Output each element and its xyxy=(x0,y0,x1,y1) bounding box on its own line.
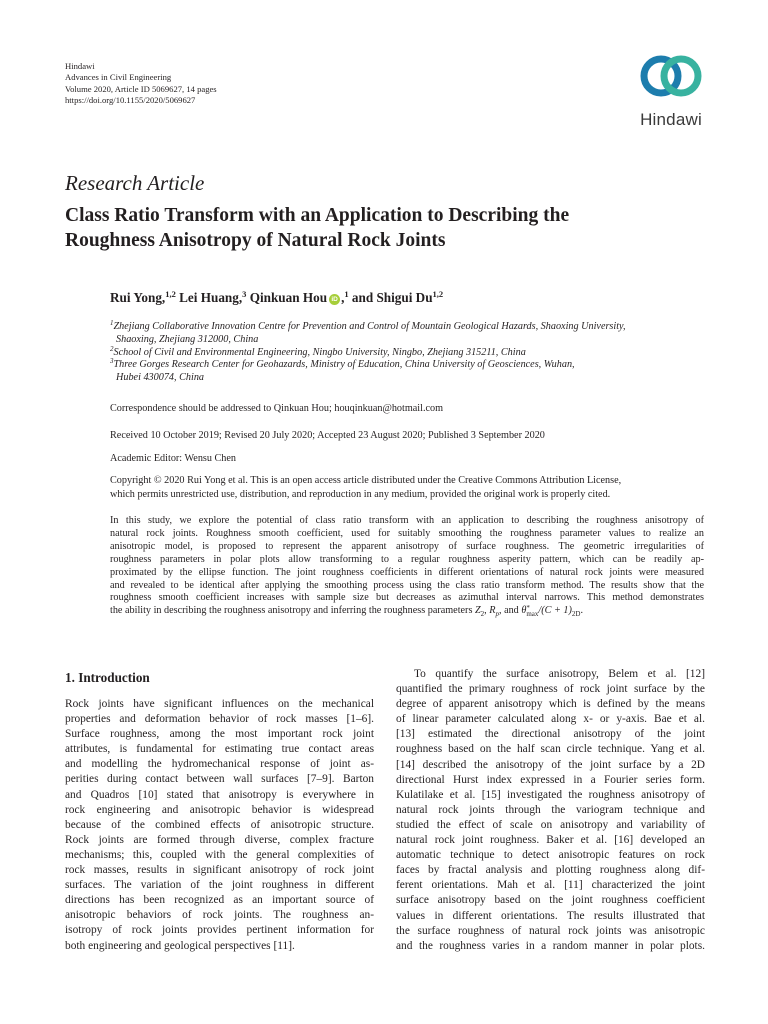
body-line: Surface roughness, among the most important rock joint xyxy=(65,728,374,741)
body-line: directional Hurst index expressed in a Fourier series form. xyxy=(396,773,705,786)
hindawi-rings-icon xyxy=(639,50,703,102)
title-line: Roughness Anisotropy of Natural Rock Joints xyxy=(65,230,446,251)
publisher-name: Hindawi xyxy=(65,61,95,71)
orcid-icon[interactable]: iD xyxy=(329,294,340,305)
body-line: because of the combined effects of anisotropic structure. xyxy=(65,818,374,831)
copyright-line: Copyright © 2020 Rui Yong et al. This is an open access article distributed under the Creative Commons Attribution License, xyxy=(110,475,622,486)
affiliation-line xyxy=(110,359,710,372)
affiliation-text: Zhejiang Collaborative Innovation Centre for Prevention and Control of Mountain Geological Hazards, Shaoxing University, xyxy=(113,321,626,332)
abstract-line: natural rock joints. Roughness smooth coefficient, used for suitably smoothing the roughness parameter values to realize an xyxy=(110,527,704,539)
affiliation-sup: 2 xyxy=(110,344,114,353)
math-supsub xyxy=(526,605,538,617)
author-name[interactable]: Rui Yong, xyxy=(110,290,166,305)
article-type: Research Article xyxy=(65,171,205,195)
affiliation-sup: 3 xyxy=(110,357,114,366)
author-list: Rui Yong,$^{1,2}$ Lei Huang,$^3$ Qinkuan Hou iD ,$^1$ and Shigui Du$^{1,2}$ xyxy=(110,289,444,305)
body-line: surfaces. The variation of the joint roughness in different xyxy=(65,879,374,892)
hindawi-logo xyxy=(633,50,709,132)
body-line: rock masses, results in significant anisotropy of rock joint xyxy=(65,864,374,877)
body-line: To quantify the surface anisotropy, Belem et al. [12] xyxy=(414,668,705,680)
abstract-line: In this study, we explore the potential of class ratio transform with an application to describing the roughness anisotropy of xyxy=(110,515,704,526)
author-name[interactable]: and Shigui Du xyxy=(351,290,433,305)
logo-text: Hindawi xyxy=(640,110,702,129)
volume-line: Volume 2020, Article ID 5069627, 14 pages xyxy=(65,83,217,94)
body-line: of linear parameter calculated along x- or y-axis. Bae et al. xyxy=(396,713,705,726)
math-tail: /(C + 1) xyxy=(538,605,572,617)
affiliation-line xyxy=(110,344,710,360)
math-sub: 2 xyxy=(480,610,485,619)
body-line: [14] described the anisotropy of the joint surface by a 2D xyxy=(396,758,705,771)
abstract-text: the ability in describing the roughness anisotropy and inferring the roughness parameters xyxy=(110,605,475,617)
affiliation-text: Three Gorges Research Center for Geohazards, Ministry of Education, China University of Geosciences, Wuhan, xyxy=(113,359,575,371)
body-line: mechanisms; this, coupled with the general complexities of xyxy=(65,848,374,861)
paper-title xyxy=(65,203,705,253)
body-line: directions has been recognized as an important source of xyxy=(65,894,374,907)
abstract-text: . xyxy=(580,605,583,617)
author-affil-sup: 1,2 xyxy=(165,289,176,299)
body-line: automatic technique to detect anisotropic features on rock xyxy=(396,849,705,862)
body-line: studied the effect of scale on anisotropy and variability of xyxy=(396,818,705,831)
body-line: the surface roughness of natural rock joints was anisotropic xyxy=(396,924,705,937)
correspondence: Correspondence should be addressed to Qinkuan Hou; houqinkuan@hotmail.com xyxy=(110,403,444,414)
publication-dates: Received 10 October 2019; Revised 20 July 2020; Accepted 23 August 2020; Published 3 September 2020 xyxy=(110,430,545,441)
copyright-line: which permits unrestricted use, distribution, and reproduction in any medium, provided the original work is properly cited. xyxy=(110,489,611,500)
author-affil-sup: 1 xyxy=(344,289,349,299)
academic-editor: Academic Editor: Wensu Chen xyxy=(110,453,237,464)
body-line: degree of apparent anisotropy which is defined by the means xyxy=(396,698,705,711)
math-z: Z xyxy=(474,605,481,617)
affiliations xyxy=(110,321,710,385)
body-line: and modelling the hydromechanical response of joint as- xyxy=(65,758,374,771)
author-name[interactable]: Lei Huang, xyxy=(179,290,243,305)
abstract-line: the ability in describing the roughness anisotropy and inferring the roughness parameters $Z_2$, $R_p$, and θ * max $/(C + 1)_{2D}$. xyxy=(110,604,583,619)
author-affil-sup: 3 xyxy=(242,289,247,299)
affiliation-text: School of Civil and Environmental Engineering, Ningbo University, Ningbo, Zhejiang 315211, China xyxy=(113,346,526,358)
copyright-notice xyxy=(110,474,710,502)
abstract-line: roughness smooth coefficient increases with sample size but decreases as azimuthal interval narrows. This method demonstrates xyxy=(110,592,704,604)
body-line: natural rock joints through the variogram technique and xyxy=(396,803,705,816)
math-sup: * xyxy=(526,604,530,613)
math-sub: p xyxy=(495,610,499,619)
math-sub: 2D xyxy=(571,610,581,619)
affiliation-line xyxy=(110,321,710,334)
body-line: Kulatilake et al. [15] investigated the roughness anisotropy of xyxy=(396,788,705,801)
body-line: faces by fractal analysis and plotting roughness along dif- xyxy=(396,864,705,877)
body-line: roughness based on the half scan circle technique. Yang et al. xyxy=(396,743,705,756)
body-line: rock engineering and anisotropic behavior is widespread xyxy=(65,803,374,816)
journal-meta xyxy=(65,61,217,107)
body-line: properties and deformation behavior of rock masses [1–6]. xyxy=(65,713,374,726)
body-line: and the roughness varies in a random manner in polar plots. xyxy=(396,939,705,952)
affiliation-line: Shaoxing, Zhejiang 312000, China xyxy=(116,333,259,345)
body-line: Rock joints are formed through diverse, complex fracture xyxy=(65,833,374,846)
body-line: perities during contact between wall surfaces [7–9]. Barton xyxy=(65,773,374,786)
author-affil-sup: 1,2 xyxy=(432,289,444,299)
body-line: Rock joints have significant influences on the mechanical xyxy=(65,698,374,710)
affiliation-sup: 1 xyxy=(110,319,114,327)
body-line: [13] estimated the directional anisotropy of the joint xyxy=(396,728,705,741)
body-line: anisotropic behaviors of rock joints. The roughness an- xyxy=(65,909,374,922)
abstract-line: and revealed to be identical after applying the smoothing process using the class ratio transform method. The results show that the xyxy=(110,579,704,591)
abstract-text: , and xyxy=(498,605,522,617)
section-heading: 1. Introduction xyxy=(65,670,150,685)
title-line: Class Ratio Transform with an Application to Describing the xyxy=(65,205,570,226)
body-column-left xyxy=(65,697,374,954)
body-line: quantified the primary roughness of rock joint surface by the xyxy=(396,683,705,696)
author-name[interactable]: Qinkuan Hou xyxy=(249,290,328,305)
math-r: R xyxy=(489,605,496,617)
body-column-right xyxy=(396,667,705,954)
body-line: and Quadros [10] stated that anisotropy is everywhere in xyxy=(65,788,374,801)
body-line: both engineering and geological perspectives [11]. xyxy=(65,939,295,952)
abstract-line: roughness parameters in polar plots allow transforming to a regular roughness asperity pattern, which can be readily ap- xyxy=(110,553,704,565)
math-sub: max xyxy=(526,610,539,619)
body-line: natural rock joint roughness. Baker et al. [16] developed an xyxy=(396,834,705,847)
body-line: isotropy of rock joints provides pertinent information for xyxy=(65,924,374,937)
body-line: values in different orientations. The results illustrated that xyxy=(396,909,705,922)
affiliation-line: Hubei 430074, China xyxy=(116,372,205,384)
body-line: ferent orientations. Mah et al. [11] characterized the joint xyxy=(396,879,705,892)
abstract-line: proximated by the ellipse function. The joint roughness coefficients in different orientations of natural rock joints were measured xyxy=(110,566,704,578)
body-line: attributes, is fundamental for estimating true contact areas xyxy=(65,743,374,756)
body-line: surface anisotropy based on the joint roughness coefficient xyxy=(396,894,705,907)
math-theta: θ xyxy=(521,605,527,617)
journal-name: Advances in Civil Engineering xyxy=(65,72,172,83)
doi-link[interactable]: https://doi.org/10.1155/2020/5069627 xyxy=(65,95,196,106)
abstract xyxy=(110,515,704,621)
abstract-line: anisotropic model, is proposed to represent the apparent anisotropy of surface roughness. The geometric irregularities of xyxy=(110,540,704,552)
